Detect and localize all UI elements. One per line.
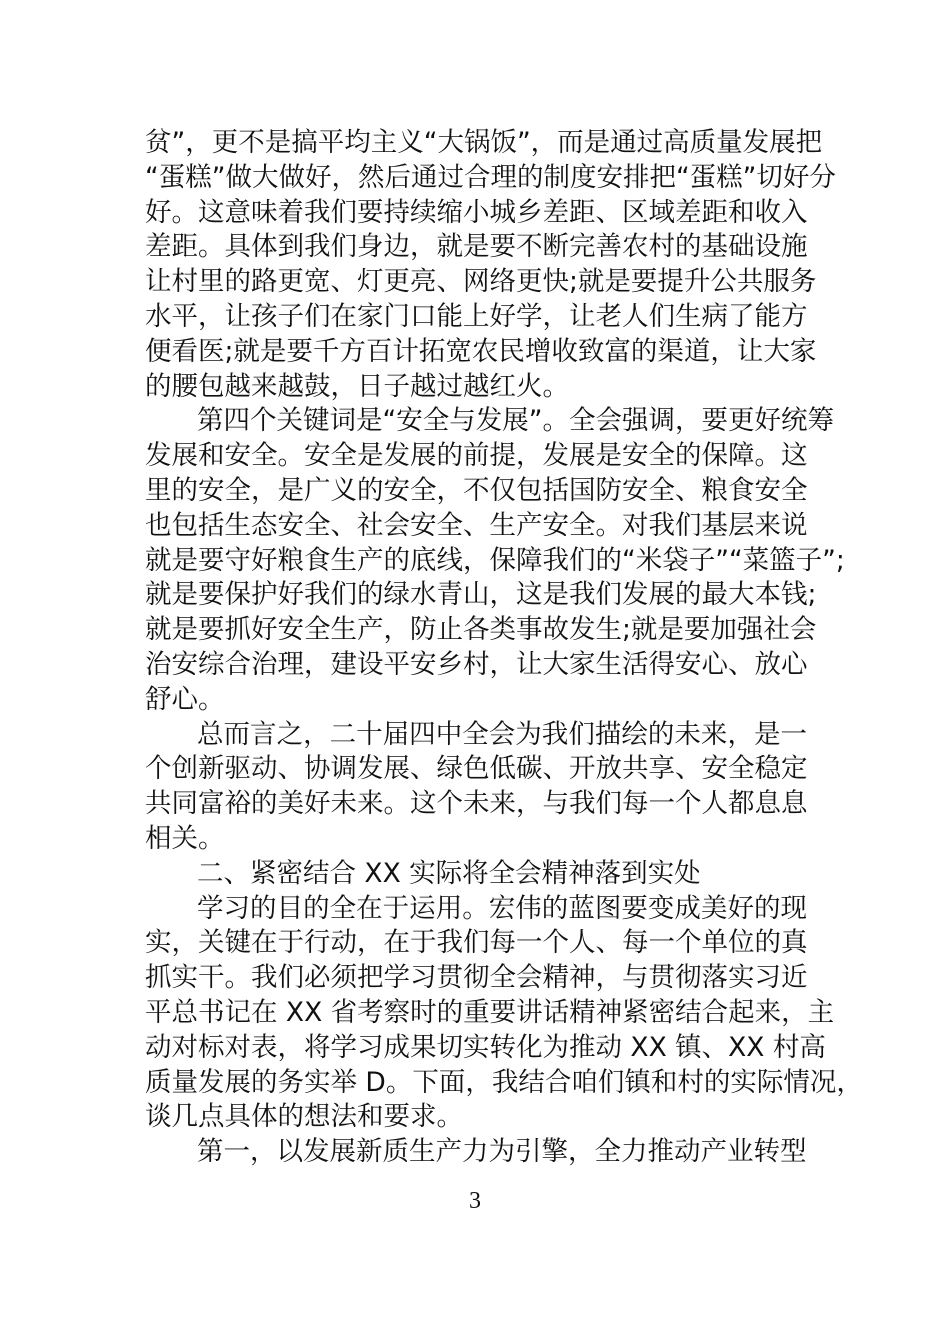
text-line: 学习的目的全在于运用。宏伟的蓝图要变成美好的现 [197,892,807,924]
text-line: 质量发展的务实举 D。下面，我结合咱们镇和村的实际情况， [145,1066,863,1098]
text-line: 也包括生态安全、社会安全、生产安全。对我们基层来说 [145,509,808,541]
text-line: 共同富裕的美好未来。这个未来，与我们每一个人都息息 [145,788,808,820]
paragraph [145,857,807,892]
text-line: 就是要守好粮食生产的底线，保障我们的“米袋子”“菜篮子”; [145,544,845,576]
paragraph [145,892,863,1136]
text-line: 二、紧密结合 XX 实际将全会精神落到实处 [197,857,701,889]
text-line: 水平，让孩子们在家门口能上好学，让老人们生病了能方 [145,300,808,332]
text-line: 平总书记在 XX 省考察时的重要讲话精神紧密结合起来，主 [145,996,835,1028]
text-line: 谈几点具体的想法和要求。 [145,1101,463,1133]
text-line: 好。这意味着我们要持续缩小城乡差距、区域差距和收入 [145,196,808,228]
text-line: 差距。具体到我们身边，就是要不断完善农村的基础设施 [145,231,808,263]
text-line: 让村里的路更宽、灯更亮、网络更快;就是要提升公共服务 [145,266,817,298]
text-line: 第四个关键词是“安全与发展”。全会强调，要更好统筹 [197,405,834,437]
text-line: 第一，以发展新质生产力为引擎，全力推动产业转型 [197,1136,807,1168]
text-line: 发展和安全。安全是发展的前提，发展是安全的保障。这 [145,440,808,472]
paragraph [145,1135,807,1170]
text-line: 就是要抓好安全生产，防止各类事故发生;就是要加强社会 [145,614,817,646]
text-line: 个创新驱动、协调发展、绿色低碳、开放共享、安全稳定 [145,753,808,785]
text-line: 总而言之，二十届四中全会为我们描绘的未来，是一 [197,718,807,750]
paragraph [145,718,807,857]
text-line: “蛋糕”做大做好，然后通过合理的制度安排把“蛋糕”切好分 [145,161,836,193]
text-line: 实，关键在于行动，在于我们每一个人、每一个单位的真 [145,927,808,959]
paragraph [145,404,845,717]
text-line: 的腰包越来越鼓，日子越过越红火。 [145,370,569,402]
paragraph [145,126,836,404]
body-text [145,126,863,1170]
text-line: 动对标对表，将学习成果切实转化为推动 XX 镇、XX 村高 [145,1031,826,1063]
text-line: 里的安全，是广义的安全，不仅包括国防安全、粮食安全 [145,474,808,506]
text-line: 抓实干。我们必须把学习贯彻全会精神，与贯彻落实习近 [145,962,808,994]
text-line: 治安综合治理，建设平安乡村，让大家生活得安心、放心 [145,648,808,680]
text-line: 相关。 [145,822,225,854]
text-line: 舒心。 [145,683,225,715]
page-number: 3 [469,1188,481,1214]
text-line: 便看医;就是要千方百计拓宽农民增收致富的渠道，让大家 [145,335,817,367]
text-line: 就是要保护好我们的绿水青山，这是我们发展的最大本钱; [145,579,817,611]
text-line: 贫”，更不是搞平均主义“大锅饭”，而是通过高质量发展把 [145,127,823,158]
